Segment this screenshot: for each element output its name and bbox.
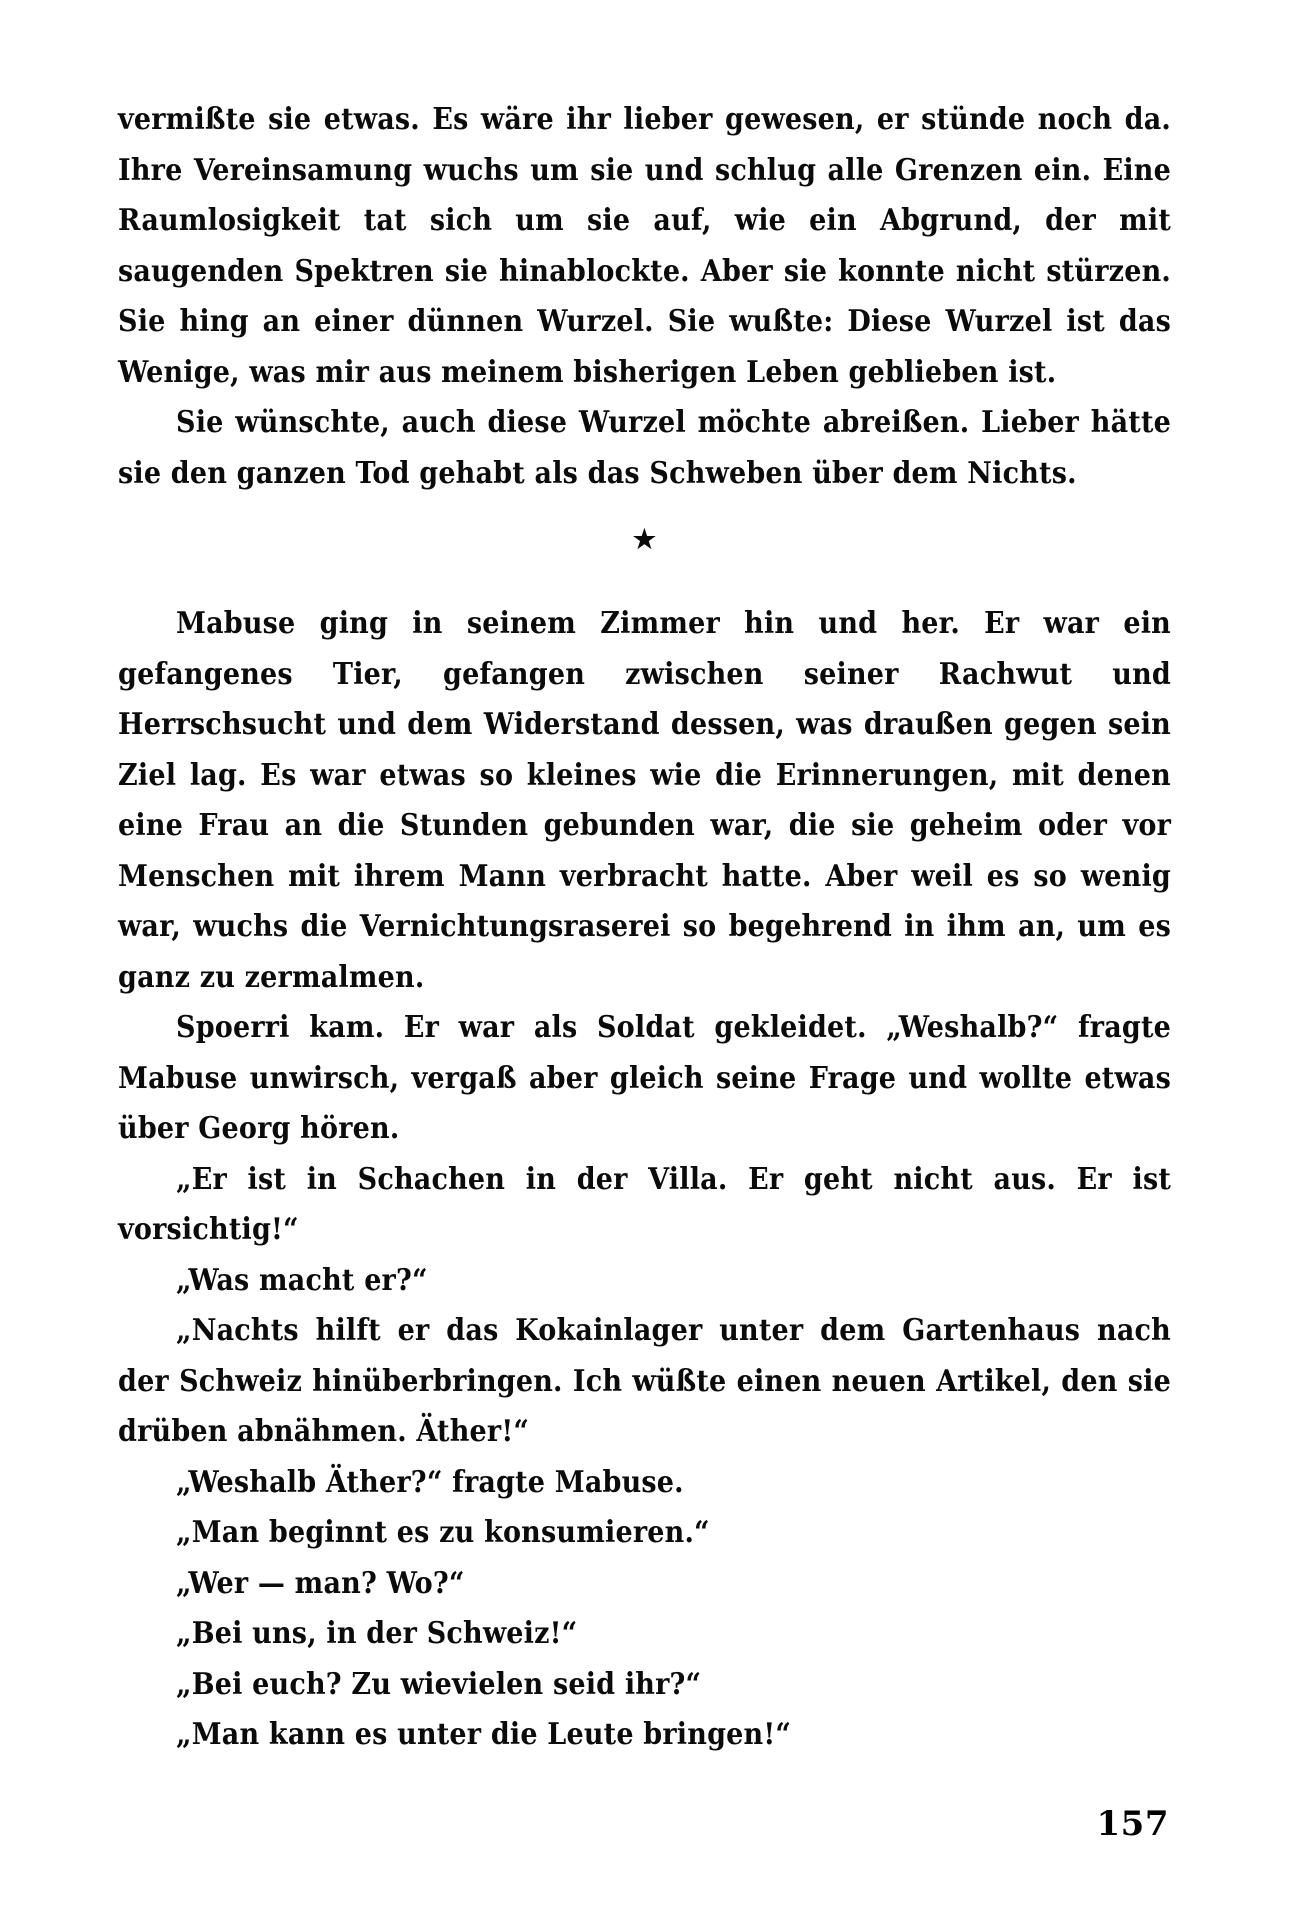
paragraph: „Wer — man? Wo?“ [176,1565,465,1601]
paragraph: „Man kann es unter die Leute bringen!“ [176,1717,792,1752]
paragraph: „Er ist in Schachen in der Villa. Er geht nicht aus. Er ist vorsichtig!“ [118,1161,1171,1247]
section-two [118,599,1171,1761]
paragraph: Mabuse ging in seinem Zimmer hin und her. Er war ein gefangenes Tier, gefangen zwischen seiner Rachwut und Herrschsucht und dem Widerstand dessen, was draußen gegen sein Ziel lag. Es war etwas so kleines wie die Erinnerungen, mit denen eine Frau an die Stunden gebunden war, die sie geheim oder vor Menschen mit ihrem Mann verbracht hatte. Aber weil es so wenig war, wuchs die Vernichtungsraserei so begehrend in ihm an, um es ganz zu zermalmen. [118,606,1171,995]
paragraph: Spoerri kam. Er war als Soldat gekleidet. „Weshalb?“ fragte Mabuse unwirsch, vergaß aber gleich seine Frage und wollte etwas über Georg hören. [118,1010,1171,1146]
paragraph: „Bei euch? Zu wievielen seid ihr?“ [176,1666,702,1702]
paragraph: „Bei uns, in der Schweiz!“ [176,1616,578,1651]
text-column [118,95,1171,1761]
page-number: 157 [1096,1804,1169,1844]
paragraph: „Nachts hilft er das Kokainlager unter dem Gartenhaus nach der Schweiz hinüberbringen. Ich wüßte einen neuen Artikel, den sie drüben abnähmen. Äther!“ [118,1313,1171,1449]
paragraph: „Man beginnt es zu konsumieren.“ [176,1515,710,1550]
paragraph: „Weshalb Äther?“ fragte Mabuse. [176,1464,684,1500]
section-divider: ★ [632,525,657,555]
paragraph: „Was macht er?“ [176,1262,428,1298]
paragraph: Sie wünschte, auch diese Wurzel möchte abreißen. Lieber hätte sie den ganzen Tod gehabt als das Schweben über dem Nichts. [118,405,1171,491]
section-one [118,95,1171,499]
paragraph: vermißte sie etwas. Es wäre ihr lieber gewesen, er stünde noch da. Ihre Vereinsamung wuchs um sie und schlug alle Grenzen ein. Eine Raumlosigkeit tat sich um sie auf, wie ein Abgrund, der mit saugenden Spektren sie hinablockte. Aber sie konnte nicht stürzen. Sie hing an einer dünnen Wurzel. Sie wußte: Diese Wurzel ist das Wenige, was mir aus meinem bisherigen Leben geblieben ist. [118,102,1171,390]
